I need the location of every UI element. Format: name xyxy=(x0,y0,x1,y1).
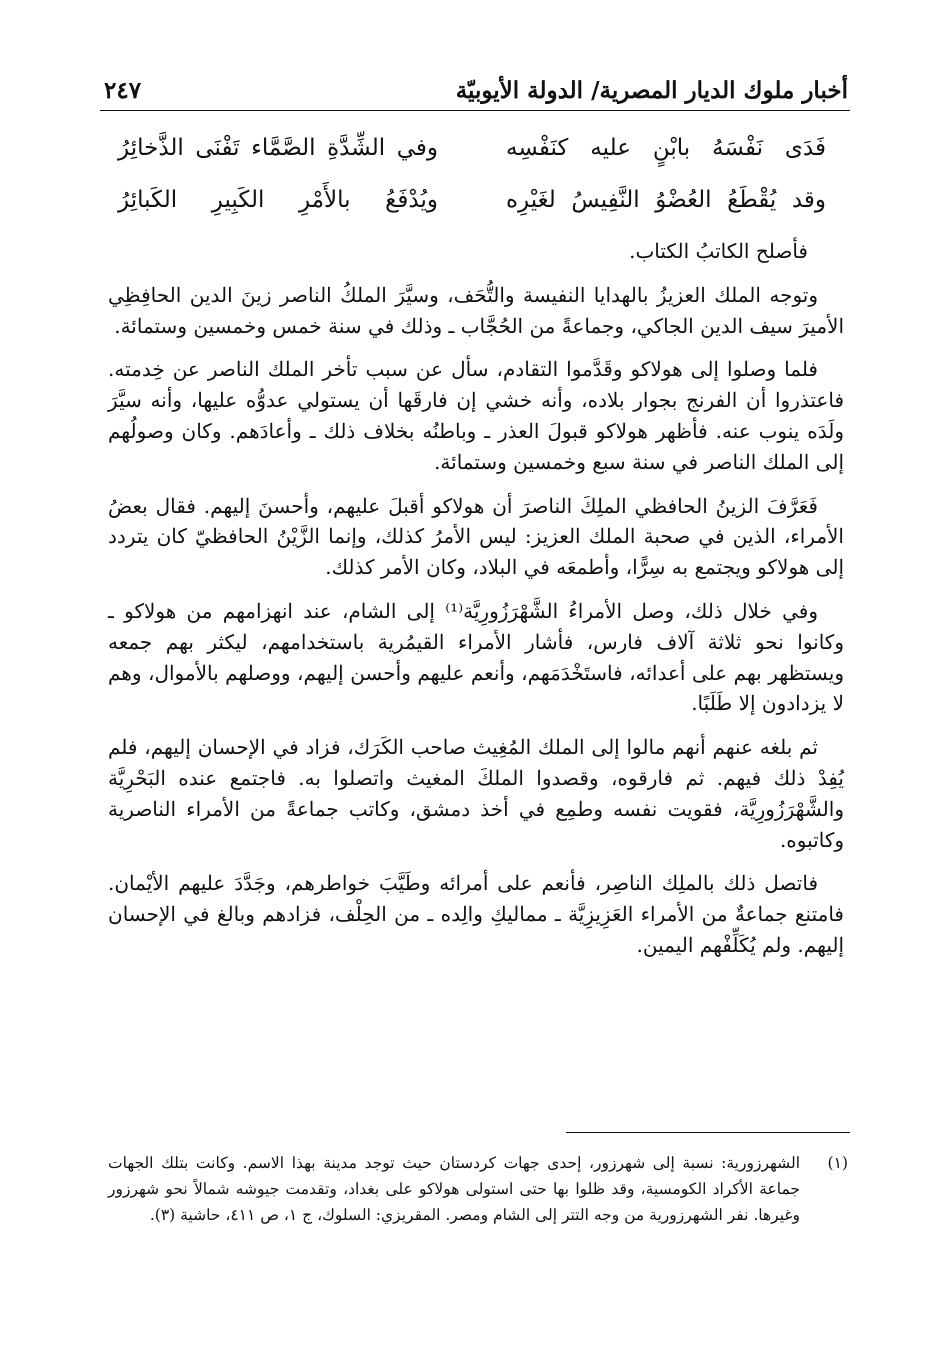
page-header xyxy=(104,72,848,108)
paragraph: فَعَرَّفَ الزينُ الحافظي الملِكَ الناصرَ أن هولاكو أقبلَ عليهم، وأحسنَ إليهم. فقال بعضُ الأمراء، الذين في صحبة الملك العزيز: ليس الأمرُ كذلك، وإنما الزَّيْنُ الحافظيّ كان يتردد إلى هولاكو ويجتمع به سِرًّا، وأطمعَه في البلاد، وكان الأمر كذلك. xyxy=(108,493,844,580)
verse-second-hemistich: وفي الشِّدَّةِ الصَّمَّاء تَفْنَى الذَّخائِرُ xyxy=(118,135,438,161)
verse-second-hemistich: ويُدْفَعُ بالأَمْرِ الكَبِيرِ الكَبائِرُ xyxy=(118,187,438,213)
running-title: أخبار ملوك الديار المصرية/ الدولة الأيوبيّة xyxy=(455,76,848,104)
paragraph: ثم بلغه عنهم أنهم مالوا إلى الملك المُغِيث صاحب الكَرَك، فزاد في الإحسان إليهم، فلم يُفِدْ ذلك فيهم. ثم فارقوه، وقصدوا الملكَ المغيث واتصلوا به. فاجتمع عنده البَحْرِيَّة والشَّهْرَزُورِيَّة، فقويت نفسه وطمِع في أخذ دمشق، وكاتب جماعةً من الأمراء الناصرية وكاتبوه. xyxy=(108,735,844,852)
paragraph: وفي خلال ذلك، وصل الأمراءُ الشَّهْرَزُورِيَّة⁽¹⁾ إلى الشام، عند انهزامهم من هولاكو ـ وكانوا نحو ثلاثة آلاف فارس، فأشار الأمراء القيمُرية باستخدامهم، ليكثر بهم جمعه ويستظهر بهم على أعدائه، فاستَخْدَمَهم، وأنعم عليهم وأحسن إليهم، ووصلهم بالأموال، وهم لا يزدادون إلا طَلَبًا. xyxy=(108,598,844,716)
poem-verses xyxy=(118,122,826,226)
footnote-number: (١) xyxy=(827,1154,848,1172)
body-text xyxy=(108,236,844,974)
footnote xyxy=(108,1150,848,1228)
footnote-text: الشهرزورية: نسبة إلى شهرزور، إحدى جهات كردستان حيث توجد مدينة بهذا الاسم. وكانت بتلك الجهات جماعة الأكراد الكومسية، وقد ظلوا بها حتى استولى هولاكو على بغداد، وتقدمت جيوشه شمالاً نحو شهرزور وغيرها. نفر الشهرزورية من وجه التتر إلى الشام ومصر. المقريزي: السلوك، ج ١، ص ٤١١، حاشية (٣). xyxy=(108,1154,800,1224)
footnote-rule xyxy=(566,1132,850,1133)
paragraph: فلما وصلوا إلى هولاكو وقَدَّموا التقادم، سأل عن سبب تأخر الملك الناصر عن خِدمته. فاعتذروا أن الفرنج بجوار بلاده، وأنه خشي إن فارقَها أن يستولي عدوُّه عليها، وأنه سيَّرَ ولَدَه ينوب عنه. فأظهر هولاكو قبولَ العذر ـ وباطنُه بخلاف ذلك ـ وأعادَهم. وكان وصولُهم إلى الملك الناصر في سنة سبع وخمسين وستمائة. xyxy=(108,357,844,474)
verse-line xyxy=(118,174,826,226)
verse-first-hemistich: فَدَى نَفْسَهُ بابْنٍ عليه كنَفْسِه xyxy=(506,135,826,161)
verse-first-hemistich: وقد يُقْطَعُ العُضْوُ النَّفِيسُ لغَيْرِه xyxy=(506,187,826,213)
header-rule xyxy=(100,110,850,111)
verse-line xyxy=(118,122,826,174)
paragraph: فاتصل ذلك بالملِك الناصِر، فأنعم على أمرائه وطَيَّبَ خواطرهم، وجَدَّدَ عليهم الأيْمان. فامتنع جماعةٌ من الأمراء العَزِيزِيَّة ـ مماليكِ والِده ـ من الحِلْف، فزادهم وبالغ في الإحسان إليهم. ولم يُكَلِّفْهم اليمين. xyxy=(108,871,844,957)
paragraph: وتوجه الملك العزيزُ بالهدايا النفيسة والتُّحَف، وسيَّرَ الملكُ الناصر زينَ الدين الحافِظِي الأميرَ سيف الدين الجاكي، وجماعةً من الحُجَّاب ـ وذلك في سنة خمس وخمسين وستمائة. xyxy=(108,282,844,338)
page-number: ٢٤٧ xyxy=(104,76,142,104)
paragraph: فأصلح الكاتبُ الكتاب. xyxy=(629,239,808,263)
